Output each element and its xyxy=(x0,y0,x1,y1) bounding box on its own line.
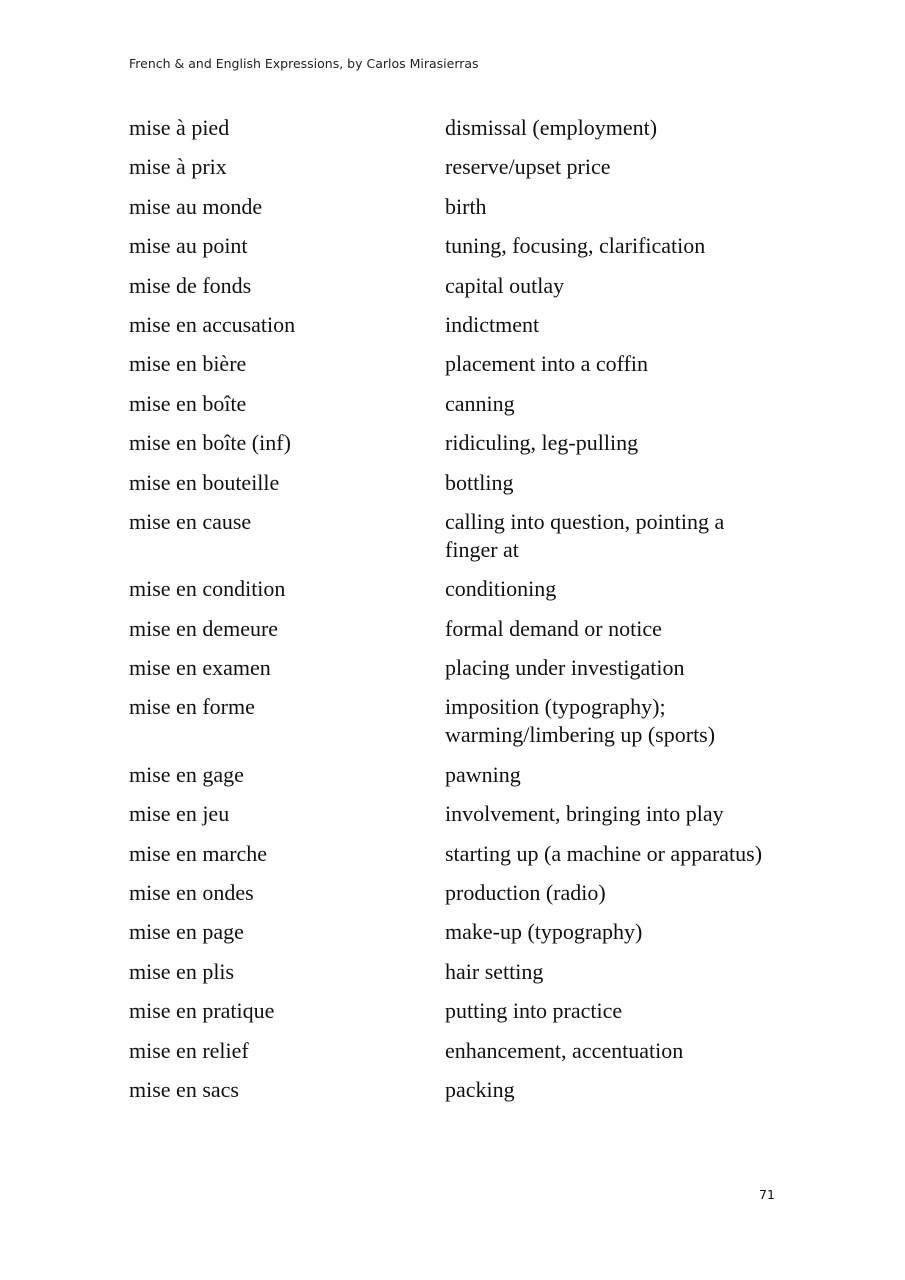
list-item xyxy=(129,997,809,1025)
french-expression: mise en boîte (inf) xyxy=(129,430,291,456)
list-item xyxy=(129,840,809,868)
english-translation: make-up (typography) xyxy=(445,919,643,945)
list-item xyxy=(129,429,809,457)
english-translation: dismissal (employment) xyxy=(445,115,658,140)
running-header: French & and English Expressions, by Carlos Mirasierras xyxy=(129,56,479,71)
english-translation: canning xyxy=(445,390,515,416)
list-item xyxy=(129,232,809,260)
french-expression: mise en boîte xyxy=(129,390,247,416)
french-expression: mise en page xyxy=(129,919,244,945)
french-expression: mise en relief xyxy=(129,1037,249,1063)
list-item xyxy=(129,390,809,418)
list-item xyxy=(129,958,809,986)
english-translation: placing under investigation xyxy=(445,655,685,681)
french-expression: mise à pied xyxy=(129,115,230,140)
list-item xyxy=(129,114,809,142)
list-item xyxy=(129,654,809,682)
list-item xyxy=(129,350,809,378)
list-item xyxy=(129,508,809,564)
list-item xyxy=(129,1076,809,1104)
english-translation: pawning xyxy=(445,761,521,787)
list-item xyxy=(129,272,809,300)
list-item xyxy=(129,693,809,749)
french-expression: mise en bière xyxy=(129,351,247,377)
english-translation: calling into question, pointing a finger at xyxy=(445,508,725,562)
english-translation: putting into practice xyxy=(445,998,623,1024)
french-expression: mise en ondes xyxy=(129,880,254,906)
english-translation: tuning, focusing, clarification xyxy=(445,233,706,259)
english-translation: birth xyxy=(445,193,487,219)
english-translation: enhancement, accentuation xyxy=(445,1037,684,1063)
list-item xyxy=(129,1037,809,1065)
french-expression: mise en jeu xyxy=(129,801,230,827)
french-expression: mise en pratique xyxy=(129,998,275,1024)
english-translation: production (radio) xyxy=(445,880,606,906)
english-translation: capital outlay xyxy=(445,272,565,298)
french-expression: mise au monde xyxy=(129,193,263,219)
french-expression: mise en gage xyxy=(129,761,244,787)
french-expression: mise en sacs xyxy=(129,1076,239,1102)
expression-list xyxy=(129,114,809,1115)
french-expression: mise en examen xyxy=(129,655,271,681)
english-translation: placement into a coffin xyxy=(445,351,649,377)
french-expression: mise de fonds xyxy=(129,272,252,298)
list-item xyxy=(129,153,809,181)
french-expression: mise en condition xyxy=(129,576,286,602)
french-expression: mise au point xyxy=(129,233,248,259)
french-expression: mise en accusation xyxy=(129,311,296,337)
french-expression: mise en marche xyxy=(129,840,268,866)
english-translation: formal demand or notice xyxy=(445,615,662,641)
english-translation: ridiculing, leg-pulling xyxy=(445,430,639,456)
list-item xyxy=(129,800,809,828)
english-translation: imposition (typography); warming/limbering up (sports) xyxy=(445,694,716,748)
list-item xyxy=(129,879,809,907)
list-item xyxy=(129,761,809,789)
french-expression: mise en cause xyxy=(129,508,252,534)
french-expression: mise en bouteille xyxy=(129,469,280,495)
list-item xyxy=(129,615,809,643)
english-translation: packing xyxy=(445,1076,515,1102)
list-item xyxy=(129,311,809,339)
english-translation: indictment xyxy=(445,311,540,337)
french-expression: mise en demeure xyxy=(129,615,279,641)
list-item xyxy=(129,918,809,946)
english-translation: involvement, bringing into play xyxy=(445,801,724,827)
french-expression: mise à prix xyxy=(129,154,227,180)
english-translation: starting up (a machine or apparatus) xyxy=(445,840,763,866)
list-item xyxy=(129,469,809,497)
english-translation: reserve/upset price xyxy=(445,154,611,180)
french-expression: mise en forme xyxy=(129,694,255,720)
french-expression: mise en plis xyxy=(129,958,235,984)
english-translation: bottling xyxy=(445,469,514,495)
list-item xyxy=(129,575,809,603)
list-item xyxy=(129,193,809,221)
english-translation: hair setting xyxy=(445,958,544,984)
english-translation: conditioning xyxy=(445,576,557,602)
page-number: 71 xyxy=(759,1187,775,1202)
